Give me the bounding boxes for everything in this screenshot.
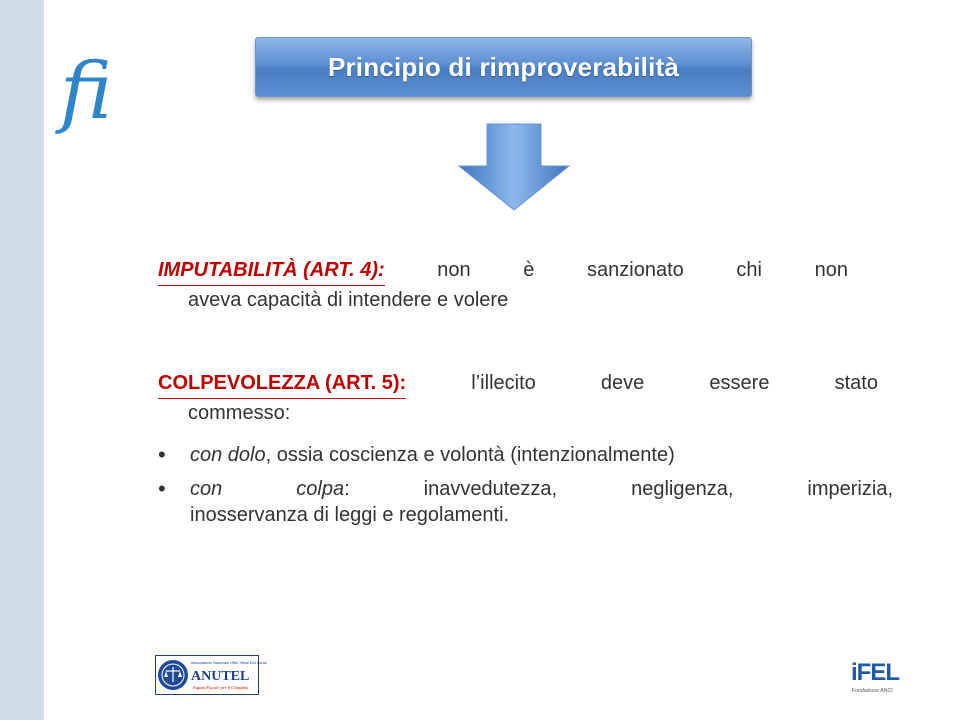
fi-logo (56, 42, 128, 137)
bullet-icon: • (158, 476, 166, 501)
title-banner (255, 37, 752, 97)
colpevolezza-line2: commesso: (188, 402, 291, 424)
svg-text:Fondazione ANCI: Fondazione ANCI (852, 688, 893, 694)
imputabilita-label: IMPUTABILITÀ (ART. 4): (158, 256, 385, 286)
arrow-down-icon (455, 122, 573, 212)
svg-text:fi: fi (60, 47, 113, 137)
bullet-list (158, 442, 893, 528)
ifel-logo (851, 654, 899, 698)
bullet-icon: • (158, 442, 166, 467)
anutel-logo (155, 655, 267, 695)
svg-text:ANUTEL: ANUTEL (191, 669, 250, 684)
list-item: • con colpa: inavvedutezza, negligenza, imperizia, inosservanza di leggi e regolamenti. (158, 476, 893, 526)
list-item: • con dolo, ossia coscienza e volontà (intenzionalmente) (158, 442, 675, 467)
imputabilita-line2: aveva capacità di intendere e volere (188, 289, 509, 311)
colpevolezza-label: COLPEVOLEZZA (ART. 5): (158, 369, 406, 399)
svg-text:iFEL: iFEL (851, 659, 899, 686)
svg-text:Associazione Nazionale Uffici: Associazione Nazionale Uffici Tributi Enti Locali (191, 661, 267, 665)
colpevolezza-paragraph: COLPEVOLEZZA (ART. 5): l’illecito deve essere stato commesso: (158, 369, 878, 427)
side-strip (0, 0, 44, 720)
slide-title: Principio di rimproverabilità (327, 51, 680, 82)
svg-text:Equità Fiscale per il Cittadin: Equità Fiscale per il Cittadino (193, 685, 249, 690)
imputabilita-paragraph: IMPUTABILITÀ (ART. 4): non è sanzionato chi non aveva capacità di intendere e volere (158, 256, 848, 314)
